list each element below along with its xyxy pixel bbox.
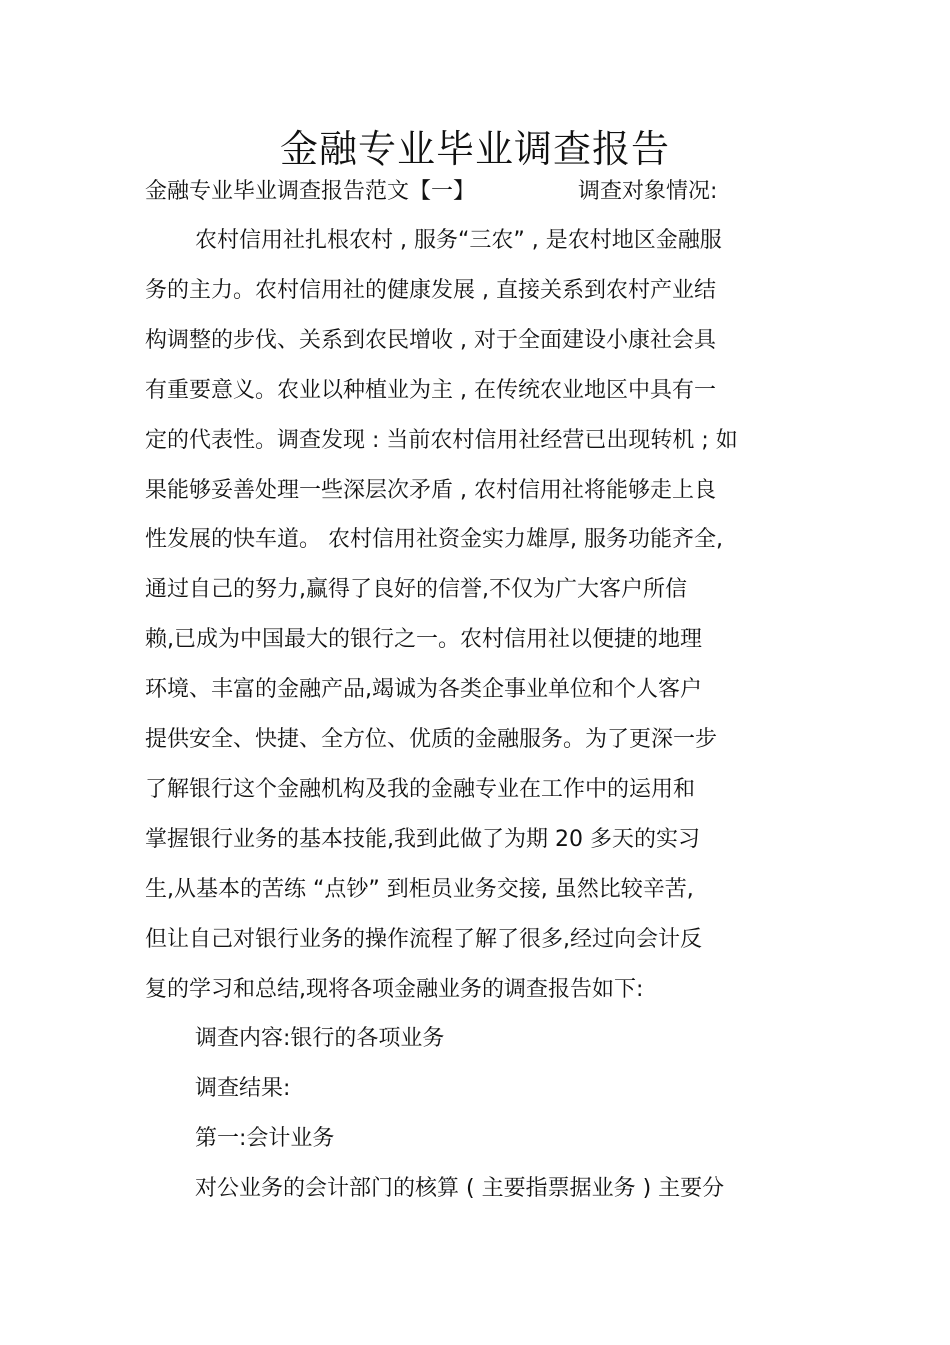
paragraph-line: 生,从基本的苦练 “点钞” 到柜员业务交接, 虽然比较辛苦, [145, 877, 694, 902]
paragraph-line: 复的学习和总结,现将各项金融业务的调查报告如下: [145, 977, 644, 1002]
paragraph-line: 环境、丰富的金融产品,竭诚为各类企事业单位和个人客户 [145, 677, 702, 702]
paragraph-line: 有重要意义。农业以种植业为主 , 在传统农业地区中具有一 [145, 378, 716, 403]
paragraph-line: 构调整的步伐、关系到农民增收 , 对于全面建设小康社会具 [145, 328, 716, 353]
paragraph-line: 掌握银行业务的基本技能,我到此做了为期 20 多天的实习 [145, 827, 700, 852]
paragraph-line: 第一:会计业务 [195, 1126, 335, 1151]
paragraph-line: 了解银行这个金融机构及我的金融专业在工作中的运用和 [145, 777, 696, 802]
paragraph-line: 定的代表性。调查发现 : 当前农村信用社经营已出现转机 ; 如 [145, 428, 738, 453]
paragraph-line: 通过自己的努力,赢得了良好的信誉,不仅为广大客户所信 [145, 577, 687, 602]
paragraph-line: 性发展的快车道。 农村信用社资金实力雄厚, 服务功能齐全, [145, 527, 723, 552]
paragraph-line: 果能够妥善处理一些深层次矛盾 , 农村信用社将能够走上良 [145, 478, 716, 503]
paragraph-line: 调查结果: [195, 1076, 291, 1101]
page-title: 金融专业毕业调查报告 [279, 127, 670, 171]
paragraph-line: 提供安全、快捷、全方位、优质的金融服务。为了更深一步 [145, 727, 718, 752]
paragraph-line: 务的主力。农村信用社的健康发展 , 直接关系到农村产业结 [145, 278, 716, 303]
paragraph-line: 农村信用社扎根农村 , 服务“三农” , 是农村地区金融服 [195, 228, 722, 253]
paragraph-line: 调查内容:银行的各项业务 [195, 1026, 445, 1051]
subtitle-right: 调查对象情况: [578, 179, 718, 204]
paragraph-line: 对公业务的会计部门的核算 ( 主要指票据业务 ) 主要分 [195, 1176, 725, 1201]
paragraph-line: 但让自己对银行业务的操作流程了解了很多,经过向会计反 [145, 927, 702, 952]
paragraph-line: 赖,已成为中国最大的银行之一。农村信用社以便捷的地理 [145, 627, 702, 652]
subtitle-left: 金融专业毕业调查报告范文【一】 [145, 179, 476, 204]
